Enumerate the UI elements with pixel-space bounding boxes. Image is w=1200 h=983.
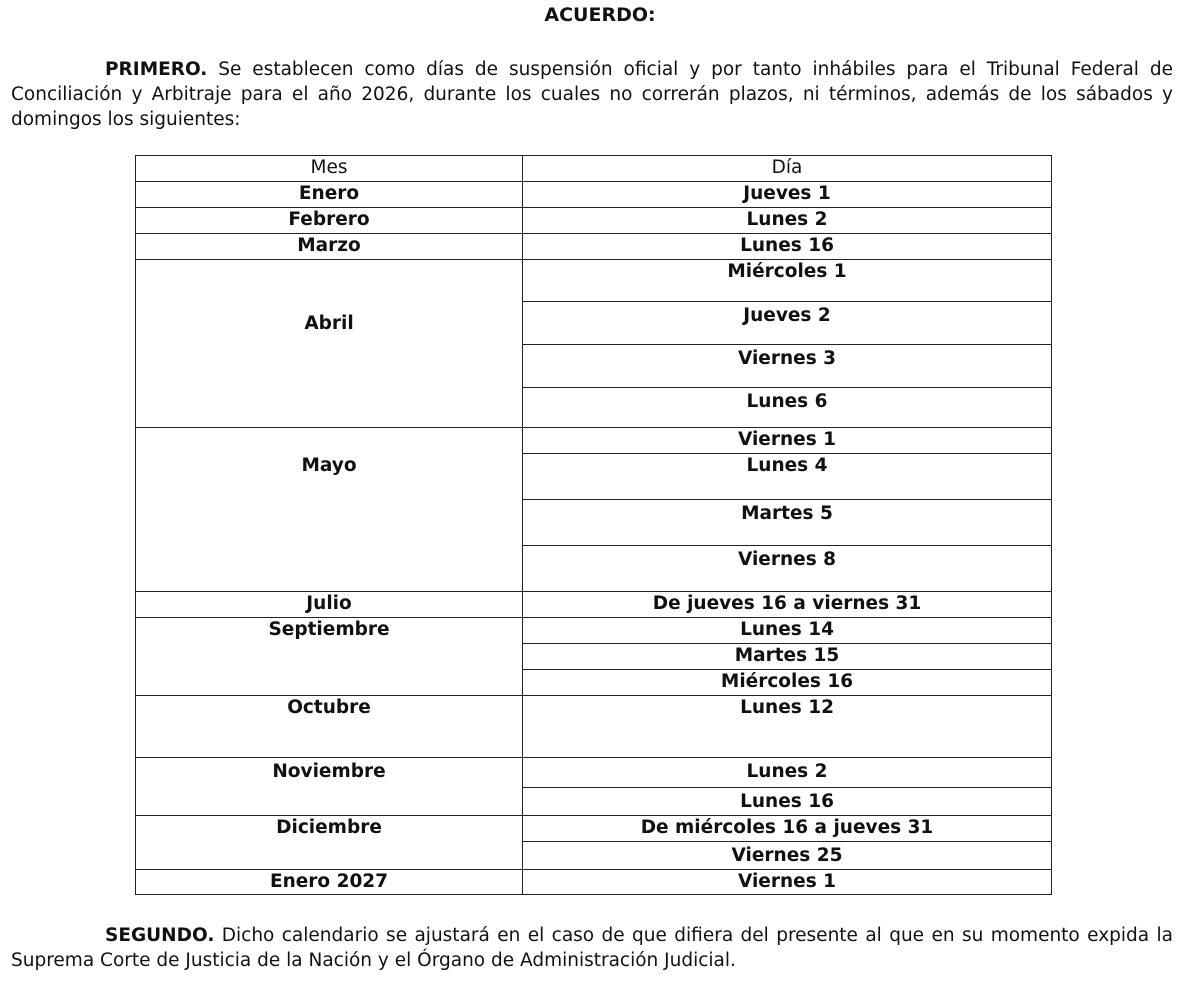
day-cell: Jueves 2: [523, 302, 1052, 345]
table-header-row: [136, 156, 1052, 182]
day-cell: Martes 15: [523, 644, 1052, 670]
month-marzo: Marzo: [136, 234, 523, 260]
day-cell: Viernes 1: [523, 870, 1052, 895]
table-row: [136, 758, 1052, 788]
day-cell: Viernes 3: [523, 345, 1052, 388]
primero-label: PRIMERO.: [105, 59, 208, 80]
month-mayo: Mayo: [136, 428, 523, 592]
day-cell: Miércoles 16: [523, 670, 1052, 696]
day-cell: Lunes 4: [523, 454, 1052, 500]
table-row: [136, 592, 1052, 618]
segundo-paragraph: [11, 923, 1173, 973]
month-enero: Enero: [136, 182, 523, 208]
header-mes: Mes: [136, 156, 523, 182]
segundo-label: SEGUNDO.: [105, 925, 215, 946]
month-enero-2027: Enero 2027: [136, 870, 523, 895]
month-febrero: Febrero: [136, 208, 523, 234]
table-row: [136, 234, 1052, 260]
day-cell: Martes 5: [523, 500, 1052, 546]
holiday-calendar-table: [135, 155, 1052, 895]
segundo-text: Dicho calendario se ajustará en el caso de que difiera del presente al que en su momento expida la Suprema Corte de Justicia de la Nación y el Órgano de Administración Judicial.: [11, 925, 1173, 971]
day-cell: Viernes 8: [523, 546, 1052, 592]
month-diciembre: Diciembre: [136, 816, 523, 870]
day-cell: De jueves 16 a viernes 31: [523, 592, 1052, 618]
day-cell: De miércoles 16 a jueves 31: [523, 816, 1052, 842]
table-row: [136, 208, 1052, 234]
day-cell: Lunes 14: [523, 618, 1052, 644]
table-row: [136, 428, 1052, 454]
day-cell: Viernes 1: [523, 428, 1052, 454]
day-cell: Viernes 25: [523, 842, 1052, 870]
document-heading: ACUERDO:: [544, 4, 656, 26]
day-cell: Miércoles 1: [523, 260, 1052, 302]
table-row: [136, 618, 1052, 644]
day-cell: Lunes 6: [523, 388, 1052, 428]
primero-text: Se establecen como días de suspensión oficial y por tanto inhábiles para el Tribunal Federal de Conciliación y Arbitraje para el año 2026, durante los cuales no correrán plazos, ni términos, además de los sábados y domingos los siguientes:: [11, 59, 1173, 130]
month-julio: Julio: [136, 592, 523, 618]
month-abril: Abril: [136, 260, 523, 428]
header-dia: Día: [523, 156, 1052, 182]
day-cell: Lunes 12: [523, 696, 1052, 758]
day-cell: Jueves 1: [523, 182, 1052, 208]
day-cell: Lunes 2: [523, 758, 1052, 788]
primero-paragraph: [11, 57, 1173, 132]
month-noviembre: Noviembre: [136, 758, 523, 816]
day-cell: Lunes 2: [523, 208, 1052, 234]
day-cell: Lunes 16: [523, 234, 1052, 260]
month-septiembre: Septiembre: [136, 618, 523, 696]
table-row: [136, 260, 1052, 302]
table-row: [136, 182, 1052, 208]
day-cell: Lunes 16: [523, 788, 1052, 816]
table-row: [136, 696, 1052, 758]
month-octubre: Octubre: [136, 696, 523, 758]
table-row: [136, 816, 1052, 842]
table-row: [136, 870, 1052, 895]
